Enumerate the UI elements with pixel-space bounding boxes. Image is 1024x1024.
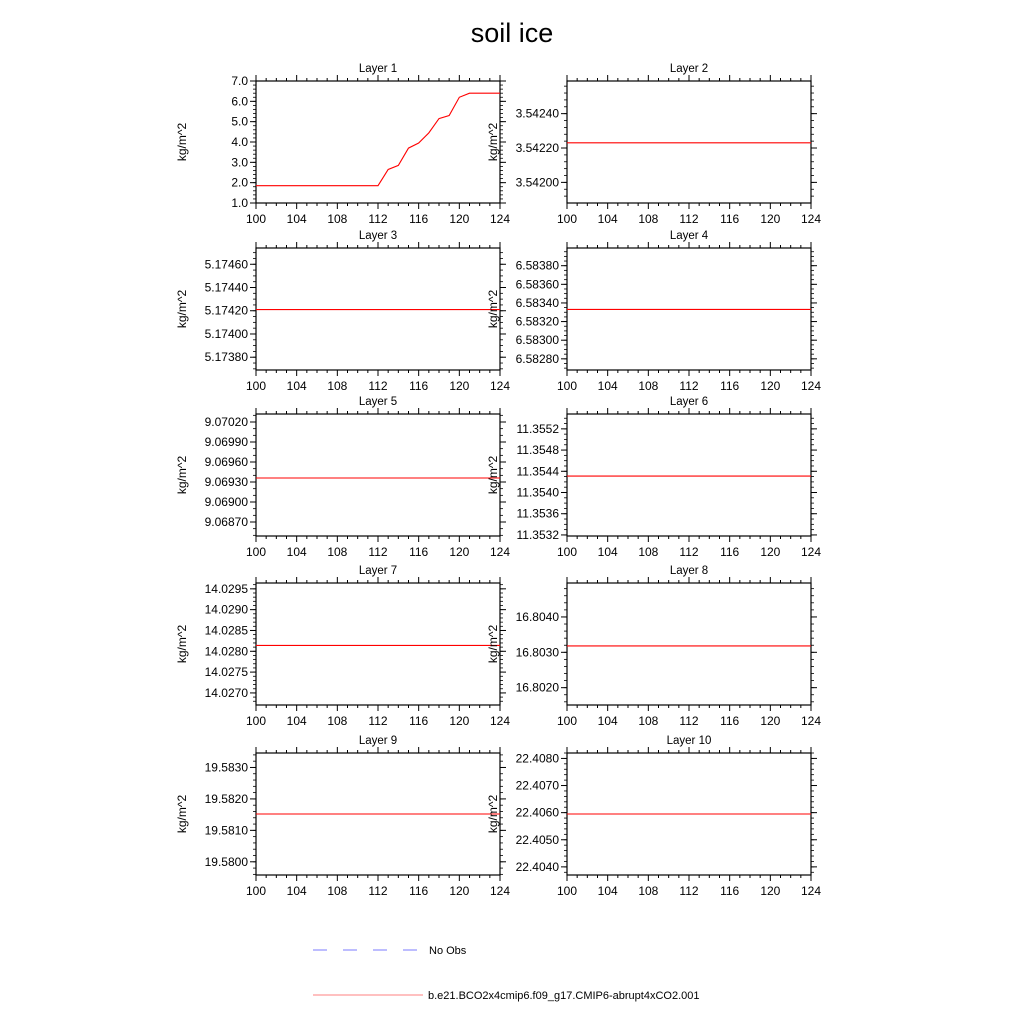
- y-tick-label: 3.54220: [515, 141, 559, 156]
- panel-layer-5: [175, 396, 510, 559]
- x-tick-label: 104: [597, 714, 618, 728]
- x-tick-label: 108: [638, 884, 659, 898]
- y-tick-label: 5.17380: [204, 350, 248, 365]
- x-tick-label: 100: [245, 379, 267, 393]
- panel-title: Layer 6: [669, 396, 709, 408]
- panel-title: Layer 4: [669, 230, 709, 242]
- y-tick-label: 9.06930: [204, 475, 248, 489]
- y-tick-label: 19.5810: [204, 823, 248, 838]
- y-axis-label: kg/m^2: [486, 624, 500, 664]
- y-tick-label: 9.06990: [204, 435, 248, 449]
- x-tick-label: 124: [489, 884, 511, 898]
- x-tick-label: 112: [368, 212, 388, 226]
- x-tick-label: 120: [760, 379, 781, 393]
- panel-layer-9: [175, 735, 510, 898]
- y-tick-label: 5.0: [231, 114, 248, 129]
- y-tick-label: 22.4080: [515, 751, 559, 766]
- x-tick-label: 116: [409, 212, 429, 226]
- y-axis-label: kg/m^2: [175, 289, 189, 329]
- y-tick-label: 14.0280: [204, 644, 248, 659]
- y-tick-label: 6.58380: [515, 258, 559, 273]
- x-tick-label: 104: [597, 212, 618, 226]
- x-tick-label: 112: [679, 545, 699, 559]
- x-tick-label: 100: [245, 545, 267, 559]
- y-tick-label: 22.4070: [515, 778, 559, 793]
- x-tick-label: 120: [449, 714, 470, 728]
- y-tick-label: 22.4060: [515, 805, 559, 820]
- x-tick-label: 120: [760, 212, 781, 226]
- y-tick-label: 4.0: [231, 135, 248, 149]
- x-tick-label: 104: [286, 379, 307, 393]
- x-tick-label: 124: [489, 379, 511, 393]
- y-tick-label: 9.06870: [204, 515, 248, 529]
- x-tick-label: 120: [449, 545, 470, 559]
- x-tick-label: 116: [409, 379, 429, 393]
- y-axis-label: kg/m^2: [175, 122, 189, 162]
- x-tick-label: 108: [638, 545, 659, 559]
- x-tick-label: 124: [800, 212, 822, 226]
- panel-layer-10: [486, 735, 821, 898]
- y-tick-label: 16.8040: [515, 609, 559, 624]
- x-tick-label: 104: [597, 884, 618, 898]
- y-tick-label: 3.0: [231, 155, 248, 170]
- panel-layer-8: [486, 565, 821, 728]
- x-tick-label: 120: [449, 379, 470, 393]
- x-tick-label: 108: [327, 545, 348, 559]
- x-tick-label: 116: [720, 884, 740, 898]
- x-tick-label: 124: [489, 545, 511, 559]
- y-tick-label: 9.06900: [204, 495, 248, 509]
- panel-title: Layer 8: [669, 565, 709, 577]
- y-tick-label: 7.0: [231, 74, 248, 88]
- y-tick-label: 16.8030: [515, 645, 559, 660]
- panel-title: Layer 7: [358, 565, 398, 577]
- x-tick-label: 112: [679, 212, 699, 226]
- x-tick-label: 120: [760, 884, 781, 898]
- y-axis-label: kg/m^2: [486, 794, 500, 834]
- x-tick-label: 108: [327, 714, 348, 728]
- y-tick-label: 9.06960: [204, 455, 248, 469]
- x-tick-label: 120: [760, 714, 781, 728]
- panel-layer-3: [175, 230, 510, 393]
- chart-title: soil ice: [470, 18, 554, 48]
- y-tick-label: 5.17440: [204, 280, 248, 295]
- y-tick-label: 6.0: [231, 94, 248, 109]
- x-tick-label: 108: [327, 212, 348, 226]
- y-tick-label: 22.4040: [515, 859, 559, 874]
- x-tick-label: 112: [679, 379, 699, 393]
- panel-layer-1: [175, 63, 510, 226]
- x-tick-label: 116: [720, 212, 740, 226]
- x-tick-label: 124: [489, 714, 511, 728]
- y-tick-label: 14.0275: [204, 665, 248, 680]
- x-tick-label: 104: [597, 379, 618, 393]
- legend-label: No Obs: [429, 945, 467, 957]
- x-tick-label: 112: [679, 714, 699, 728]
- x-tick-label: 116: [409, 545, 429, 559]
- x-tick-label: 112: [368, 545, 388, 559]
- x-tick-label: 104: [597, 545, 618, 559]
- y-axis-label: kg/m^2: [175, 455, 189, 495]
- x-tick-label: 100: [556, 379, 578, 393]
- legend: [313, 945, 700, 1002]
- plot-frame: [256, 583, 500, 705]
- y-tick-label: 16.8020: [515, 680, 559, 695]
- x-tick-label: 108: [638, 379, 659, 393]
- x-tick-label: 112: [679, 884, 699, 898]
- panel-layer-6: [486, 396, 821, 559]
- x-tick-label: 108: [327, 379, 348, 393]
- panel-layer-7: [175, 565, 510, 728]
- series-line: [256, 93, 500, 186]
- x-tick-label: 124: [800, 379, 822, 393]
- x-tick-label: 124: [489, 212, 511, 226]
- y-tick-label: 9.07020: [204, 415, 248, 429]
- x-tick-label: 108: [638, 714, 659, 728]
- x-tick-label: 108: [327, 884, 348, 898]
- x-tick-label: 116: [720, 379, 740, 393]
- y-axis-label: kg/m^2: [486, 289, 500, 329]
- x-tick-label: 116: [720, 545, 740, 559]
- y-tick-label: 6.58360: [515, 277, 559, 292]
- x-tick-label: 104: [286, 545, 307, 559]
- plot-frame: [567, 414, 811, 536]
- y-tick-label: 19.5820: [204, 791, 248, 806]
- x-tick-label: 100: [245, 212, 267, 226]
- y-axis-label: kg/m^2: [175, 794, 189, 834]
- x-tick-label: 100: [556, 884, 578, 898]
- plot-frame: [567, 583, 811, 705]
- y-tick-label: 11.3552: [516, 421, 559, 436]
- y-tick-label: 6.58340: [515, 295, 559, 310]
- panel-layer-4: [486, 230, 821, 393]
- y-tick-label: 2.0: [231, 175, 248, 190]
- x-tick-label: 120: [760, 545, 781, 559]
- x-tick-label: 116: [409, 884, 429, 898]
- y-tick-label: 6.58320: [515, 314, 559, 329]
- x-tick-label: 104: [286, 884, 307, 898]
- x-tick-label: 104: [286, 212, 307, 226]
- y-axis-label: kg/m^2: [175, 624, 189, 664]
- y-tick-label: 14.0295: [204, 581, 248, 596]
- x-tick-label: 120: [449, 212, 470, 226]
- panel-layer-2: [486, 63, 821, 226]
- panel-title: Layer 5: [358, 396, 398, 408]
- y-tick-label: 14.0270: [204, 685, 248, 700]
- x-tick-label: 120: [449, 884, 470, 898]
- legend-label: b.e21.BCO2x4cmip6.f09_g17.CMIP6-abrupt4xCO2.001: [428, 990, 700, 1002]
- x-tick-label: 112: [368, 379, 388, 393]
- y-tick-label: 14.0290: [204, 602, 248, 617]
- x-tick-label: 124: [800, 545, 822, 559]
- y-tick-label: 11.3536: [516, 506, 559, 521]
- y-tick-label: 6.58300: [515, 333, 559, 348]
- panel-title: Layer 10: [666, 735, 712, 747]
- panel-title: Layer 3: [358, 230, 398, 242]
- x-tick-label: 104: [286, 714, 307, 728]
- y-tick-label: 11.3532: [516, 527, 559, 542]
- plot-frame: [567, 81, 811, 203]
- y-tick-label: 11.3548: [516, 443, 559, 458]
- x-tick-label: 116: [720, 714, 740, 728]
- plot-frame: [256, 414, 500, 536]
- plot-frame: [256, 248, 500, 370]
- y-tick-label: 5.17420: [204, 303, 248, 318]
- x-tick-label: 112: [368, 884, 388, 898]
- y-axis-label: kg/m^2: [486, 122, 500, 162]
- y-tick-label: 5.17460: [204, 257, 248, 272]
- x-tick-label: 100: [556, 545, 578, 559]
- y-tick-label: 22.4050: [515, 832, 559, 847]
- y-tick-label: 3.54200: [515, 175, 559, 190]
- x-tick-label: 112: [368, 714, 388, 728]
- y-axis-label: kg/m^2: [486, 455, 500, 495]
- x-tick-label: 100: [556, 212, 578, 226]
- y-tick-label: 6.58280: [515, 351, 559, 366]
- panel-title: Layer 9: [358, 735, 398, 747]
- y-tick-label: 11.3540: [516, 485, 559, 500]
- panel-title: Layer 2: [669, 63, 709, 75]
- y-tick-label: 14.0285: [204, 623, 248, 638]
- y-tick-label: 19.5830: [204, 760, 248, 775]
- x-tick-label: 100: [245, 884, 267, 898]
- x-tick-label: 100: [245, 714, 267, 728]
- y-tick-label: 11.3544: [516, 464, 559, 479]
- y-tick-label: 19.5800: [204, 854, 248, 869]
- panels: [175, 63, 821, 898]
- y-tick-label: 5.17400: [204, 326, 248, 341]
- y-tick-label: 3.54240: [515, 106, 559, 121]
- x-tick-label: 124: [800, 884, 822, 898]
- x-tick-label: 108: [638, 212, 659, 226]
- y-tick-label: 1.0: [231, 196, 248, 210]
- x-tick-label: 124: [800, 714, 822, 728]
- x-tick-label: 100: [556, 714, 578, 728]
- panel-title: Layer 1: [358, 63, 398, 75]
- x-tick-label: 116: [409, 714, 429, 728]
